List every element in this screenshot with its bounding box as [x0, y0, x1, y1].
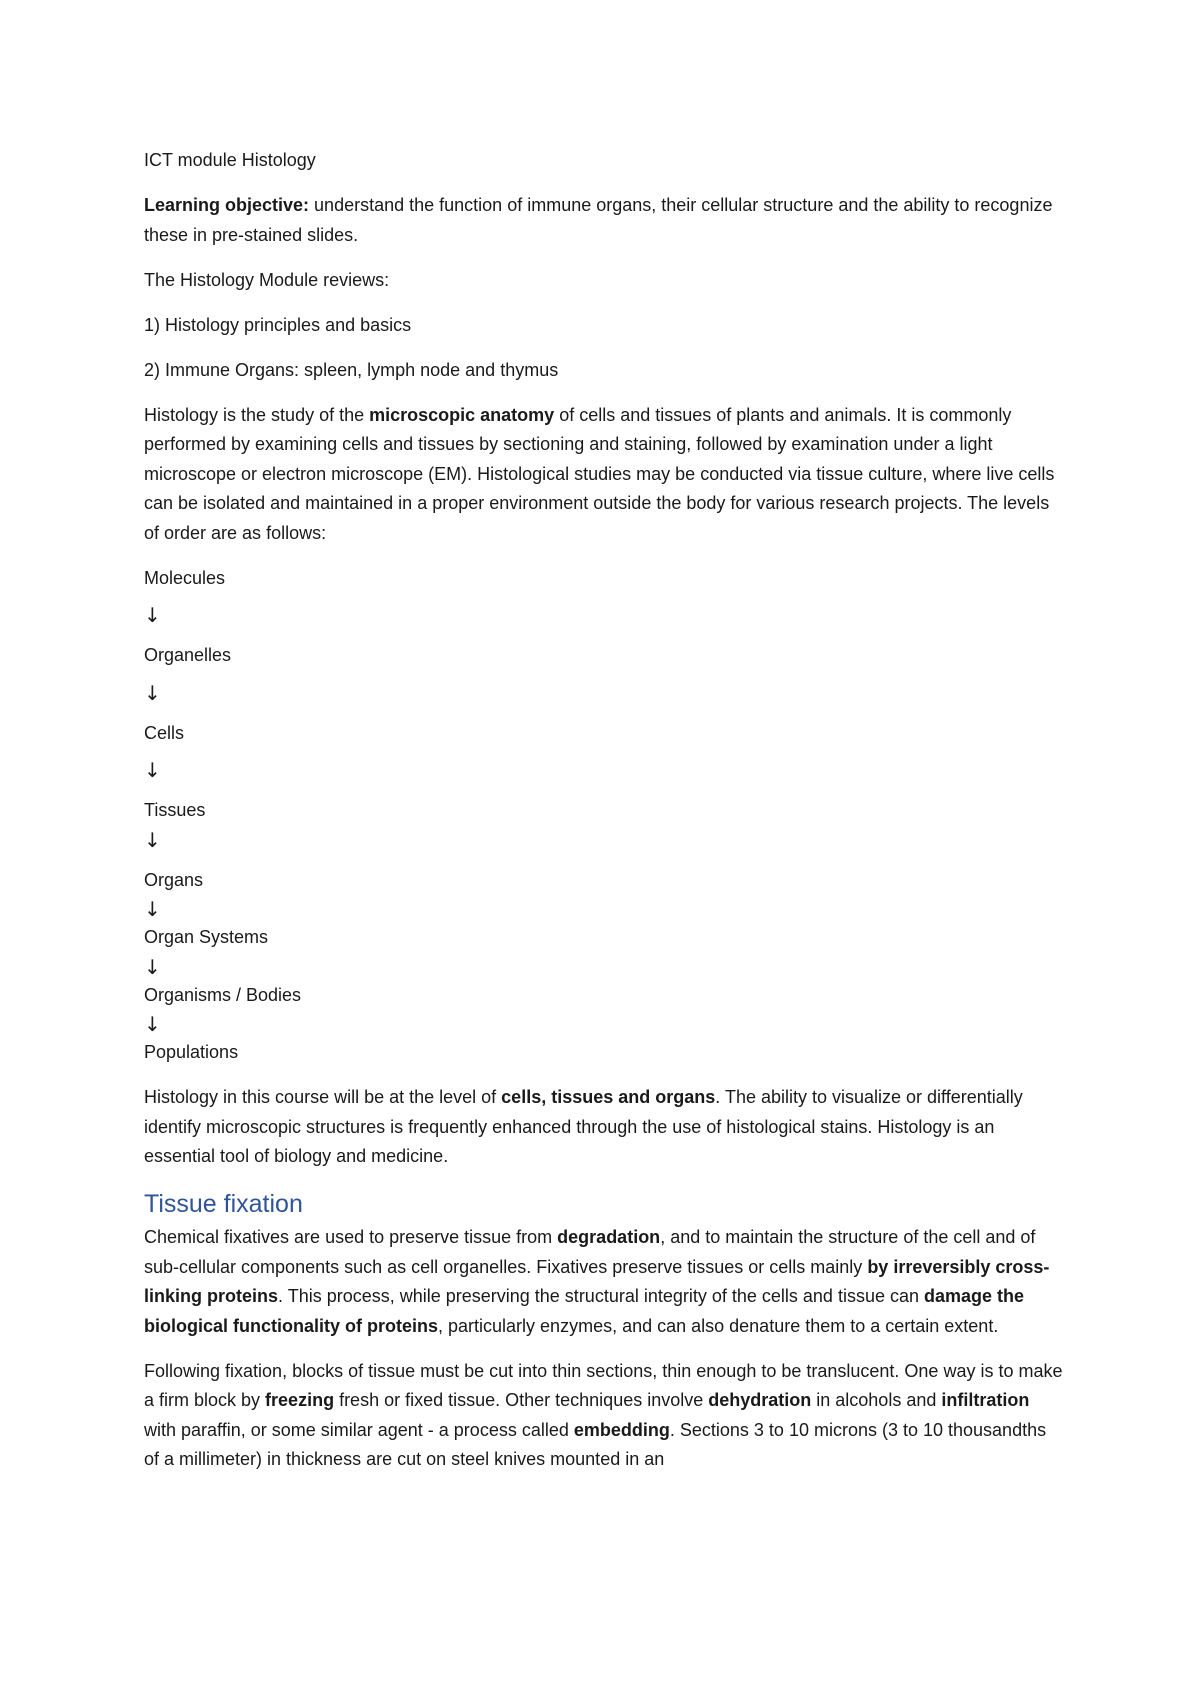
down-arrow-icon: ↓ [144, 1012, 161, 1036]
levels-of-order [144, 564, 1064, 1068]
down-arrow-icon: ↓ [144, 827, 161, 852]
level-item: Organelles [144, 645, 232, 665]
down-arrow-icon: ↓ [144, 680, 161, 705]
level-item: Populations [144, 1042, 239, 1062]
fixation-paragraph-1: Chemical fixatives are used to preserve tissue from degradation, and to maintain the structure of the cell and of sub-cellular components such as cell organelles. Fixatives preserve tissues or cells mainly by irreversibly cross-linking proteins. This process, while preserving the structural integrity of the cells and tissue can damage the biological functionality of proteins, particularly enzymes, and can also denature them to a certain extent. [144, 1227, 1050, 1336]
learning-objective-label: Learning objective: [144, 195, 310, 215]
level-item: Molecules [144, 567, 226, 588]
document-body [144, 146, 1064, 1490]
down-arrow-icon: ↓ [144, 954, 161, 979]
level-item: Organ Systems [144, 927, 269, 947]
reviews-intro: The Histology Module reviews: [144, 269, 390, 290]
document-title: ICT module Histology [144, 150, 316, 170]
course-level-bold: cells, tissues and organs [501, 1087, 716, 1107]
down-arrow-icon: ↓ [144, 758, 161, 782]
review-item-2: 2) Immune Organs: spleen, lymph node and thymus [144, 359, 559, 380]
down-arrow-icon: ↓ [144, 603, 161, 627]
intro-bold: microscopic anatomy [369, 404, 555, 425]
learning-objective [144, 191, 1064, 250]
down-arrow-icon: ↓ [144, 897, 161, 921]
level-item: Cells [144, 722, 185, 743]
level-item: Organs [144, 869, 204, 890]
course-level-paragraph: Histology in this course will be at the level of cells, tissues and organs. The ability to visualize or differentially identify microscopic structures is frequently enhanced through the use of histological stains. Histology is an essential tool of biology and medicine. [144, 1087, 1023, 1166]
review-item-1: 1) Histology principles and basics [144, 314, 412, 335]
intro-paragraph: Histology is the study of the microscopic anatomy of cells and tissues of plants and animals. It is commonly performed by examining cells and tissues by sectioning and staining, followed by examination under a light microscope or electron microscope (EM). Histological studies may be conducted via tissue culture, where live cells can be isolated and maintained in a proper environment outside the body for various research projects. The levels of order are as follows: [144, 404, 1055, 543]
section-heading-tissue-fixation: Tissue fixation [144, 1190, 303, 1218]
level-item: Organisms / Bodies [144, 984, 302, 1005]
fixation-paragraph-2: Following fixation, blocks of tissue must be cut into thin sections, thin enough to be translucent. One way is to make a firm block by freezing fresh or fixed tissue. Other techniques involve dehydration in alcohols and infiltration with paraffin, or some similar agent - a process called embedding. Sections 3 to 10 microns (3 to 10 thousandths of a millimeter) in thickness are cut on steel knives mounted in an [144, 1360, 1063, 1469]
learning-objective-text: understand the function of immune organs, their cellular structure and the ability to recognize these in pre-stained slides. [144, 195, 1053, 245]
level-item: Tissues [144, 800, 206, 820]
